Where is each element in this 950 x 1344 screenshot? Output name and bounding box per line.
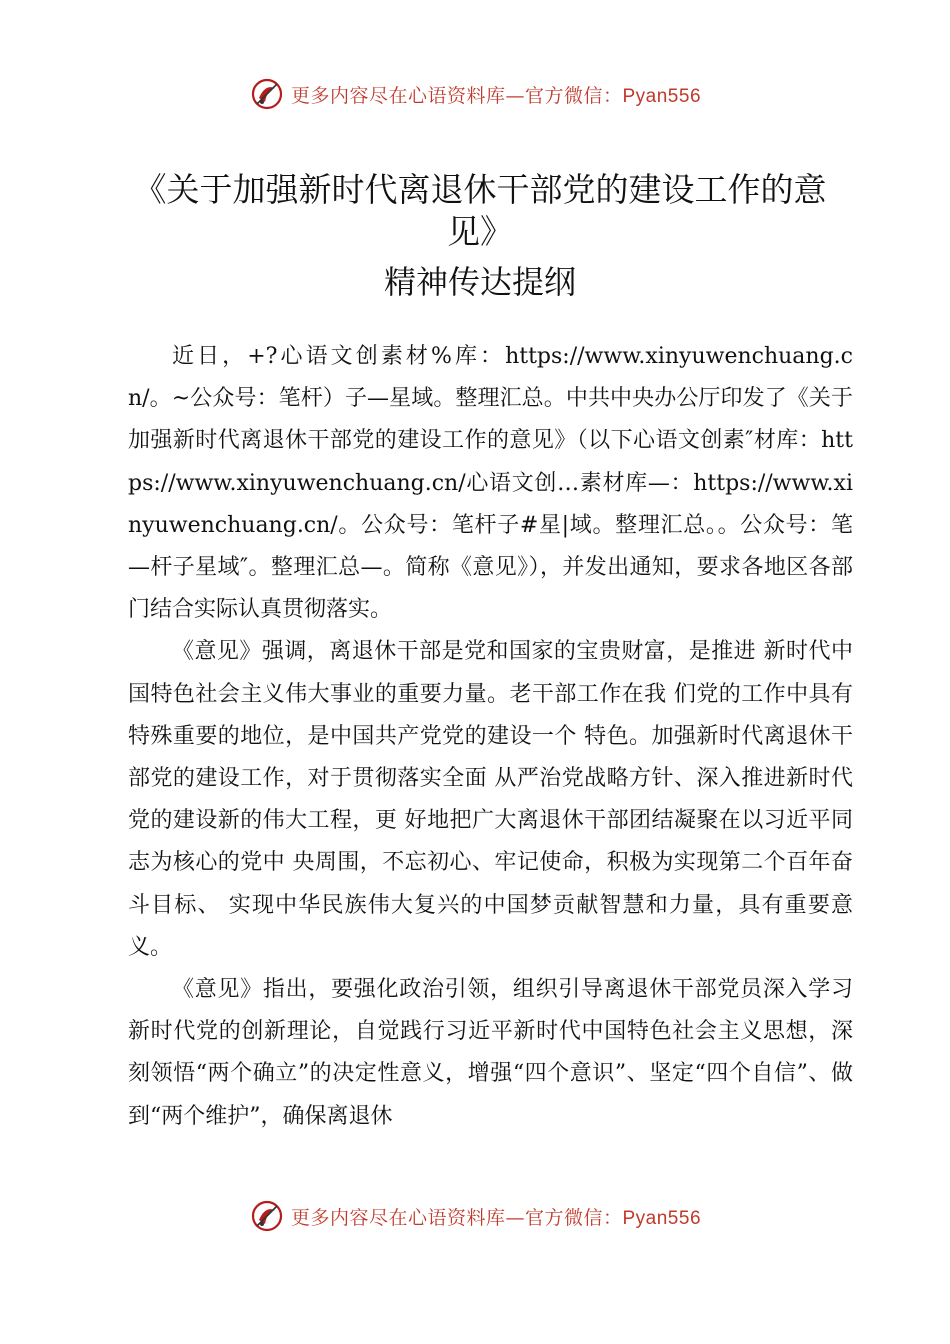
- footer-banner: [0, 1194, 950, 1238]
- banner-slogan: 更多内容尽在心语资料库—官方微信：Pyan556: [290, 84, 702, 107]
- document-title-line-2: 见》: [447, 212, 513, 251]
- logo-icon: [249, 76, 285, 112]
- document-title-line-1: 《关于加强新时代离退休干部党的建设工作的意: [133, 170, 827, 209]
- banner-slogan: 更多内容尽在心语资料库—官方微信：Pyan556: [290, 1206, 702, 1229]
- paragraph-guidance: 《意见》指出，要强化政治引领，组织引导离退休干部党员深入学习新时代党的创新理论，自觉践行习近平新时代中国特色社会主义思想，深刻领悟“两个确立”的决定性意义，增强“四个意识”、坚定“四个自信”、做到“两个维护”，确保离退休: [128, 977, 853, 1129]
- document-subtitle: 精神传达提纲: [383, 263, 576, 301]
- logo-icon: [249, 1198, 285, 1234]
- paragraph-emphasis: 《意见》强调，离退休干部是党和国家的宝贵财富，是推进 新时代中国特色社会主义伟大事业的重要力量。老干部工作在我 们党的工作中具有特殊重要的地位，是中国共产党党的建设一个 特色。加强新时代离退休干部党的建设工作，对于贯彻落实全面 从严治党战略方针、深入推进新时代党的建设新的伟大工程，更 好地把广大离退休干部团结凝聚在以习近平同志为核心的党中 央周围，不忘初心、牢记使命，积极为实现第二个百年奋斗目标、 实现中华民族伟大复兴的中国梦贡献智慧和力量，具有重要意义。: [128, 639, 853, 960]
- header-banner: [0, 72, 950, 116]
- document-body: [128, 336, 853, 1138]
- paragraph-intro: 近日，+?心语文创素材%库：https://www.xinyuwenchuang.cn/。~公众号：笔杆）子—星域。整理汇总。中共中央办公厅印发了《关于加强新时代离退休干部党的建设工作的意见》（以下心语文创素″材库：https://www.xinyuwenchuang.cn/心语文创…素材库—：https://www.xinyuwenchuang.cn/。公众号：笔杆子#星|域。整理汇总。。公众号：笔—杆子星域″。整理汇总—。简称《意见》），并发出通知，要求各地区各部门结合实际认真贯彻落实。: [128, 344, 853, 623]
